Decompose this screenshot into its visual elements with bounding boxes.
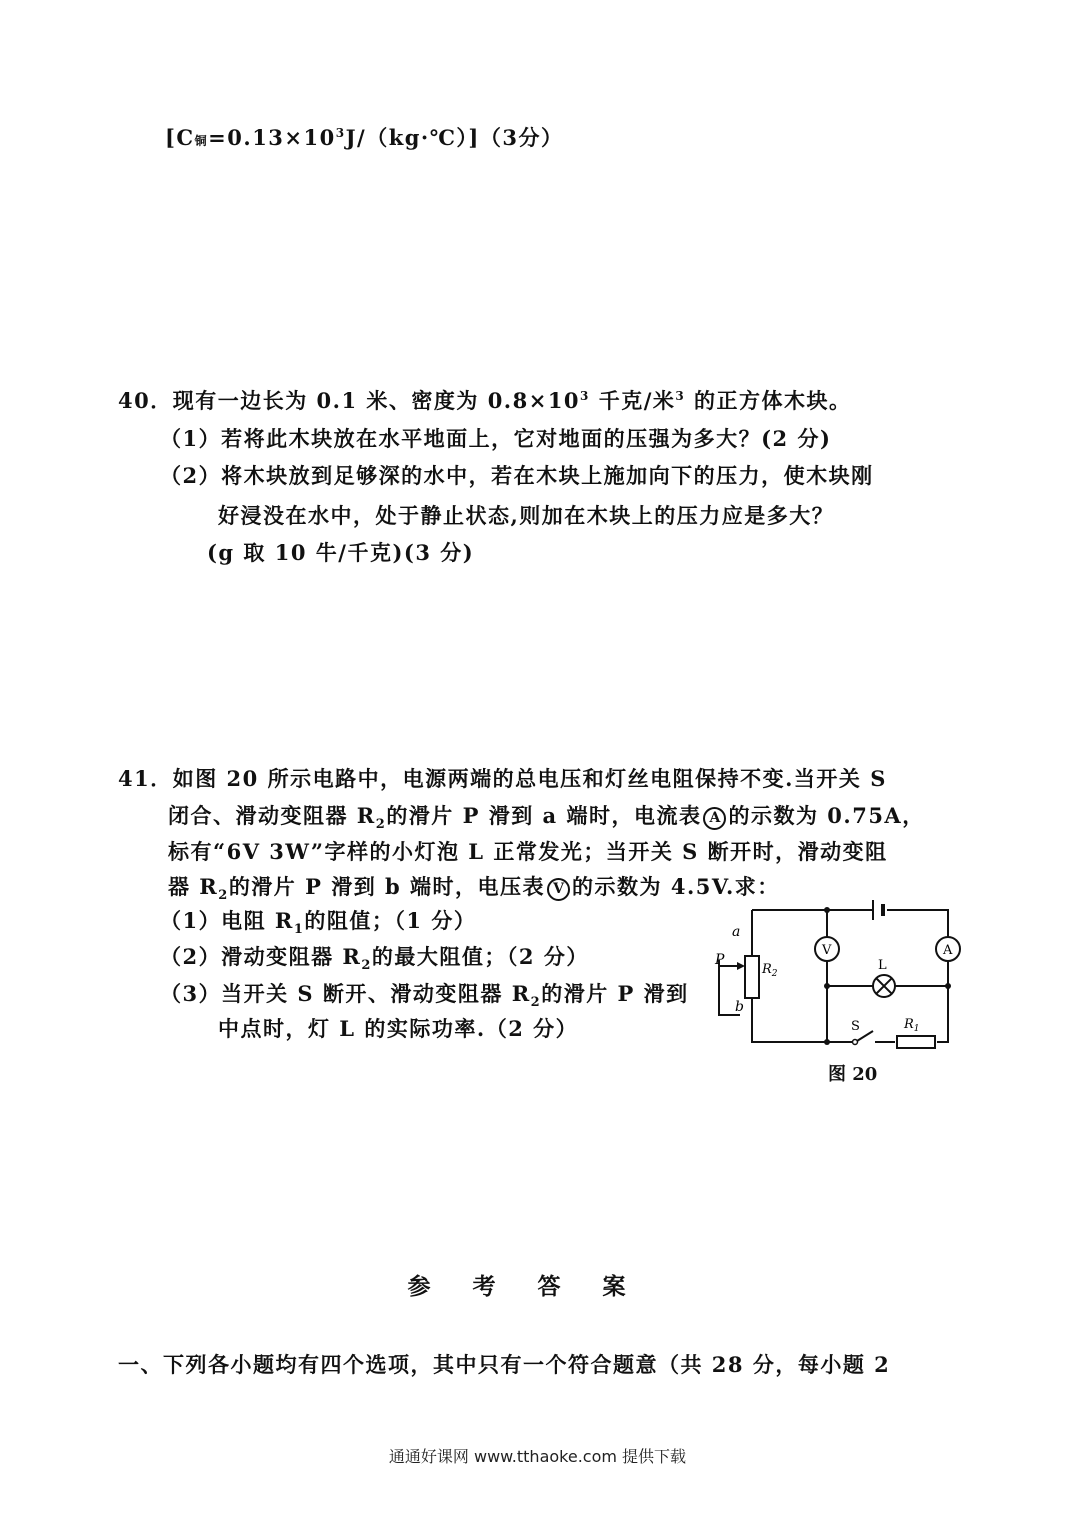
- answer-heading: 参考答案: [407, 1273, 668, 1300]
- q40-part2-line2: 好浸没在水中，处于静止状态,则加在木块上的压力应是多大？: [218, 503, 835, 528]
- q40-part1: （1）若将此木块放在水平地面上，它对地面的压强为多大？(2 分): [160, 426, 832, 451]
- switch-label: S: [851, 1019, 860, 1034]
- q41-sub3-line1: （3）当开关 S 断开、滑动变阻器 $R_2$的滑片 P 滑到: [160, 981, 689, 1011]
- q41-sub1: （1）电阻 $R_1$的阻值；（1 分）: [160, 908, 477, 938]
- rheostat-r2: [745, 956, 759, 998]
- node-lamp-right: [945, 983, 951, 989]
- circuit-diagram: [705, 898, 970, 1058]
- q40-stem: 40．现有一边长为 0.1 米、密度为 $0.8\times 10^3$ 千克/米$^3$ 的正方体木块。: [118, 388, 852, 413]
- node-bottom: [824, 1039, 830, 1045]
- ammeter-label: A: [943, 943, 953, 958]
- q40-part2-line3: (g 取 10 牛/千克)(3 分): [207, 540, 475, 565]
- lamp-label: L: [878, 958, 887, 973]
- q41-line2: 闭合、滑动变阻器 $R_2$的滑片 P 滑到 a 端时，电流表 A 的示数为 0.75A，: [168, 803, 925, 833]
- q41-sub2: （2）滑动变阻器 $R_2$的最大阻值；（2 分）: [160, 944, 589, 974]
- wire-top-right: [887, 910, 948, 938]
- slider-arrowhead: [737, 962, 745, 970]
- q40-part2-line1: （2）将木块放到足够深的水中，若在木块上施加向下的压力，使木块刚: [160, 463, 874, 488]
- label-b: b: [735, 999, 744, 1015]
- label-r2: $R_2$: [762, 962, 778, 979]
- resistor-r1: [897, 1036, 935, 1048]
- q41-line4: 器 $R_2$的滑片 P 滑到 b 端时，电压表 V 的示数为 4.5V.求：: [168, 874, 780, 904]
- label-r1: $R_1$: [904, 1017, 920, 1034]
- node-top: [824, 907, 830, 913]
- ammeter-symbol: A: [703, 807, 726, 830]
- answer-section-1: 一、下列各小题均有四个选项，其中只有一个符合题意（共 28 分，每小题 2: [118, 1352, 891, 1377]
- footer-credit: 通通好课网 www.tthaoke.com 提供下载: [388, 1447, 687, 1466]
- voltmeter-label: V: [822, 943, 832, 958]
- q41-line3: 标有“6V 3W”字样的小灯泡 L 正常发光；当开关 S 断开时，滑动变阻: [168, 839, 888, 864]
- figure-caption: 图 20: [828, 1064, 878, 1085]
- voltmeter-symbol: V: [547, 878, 570, 901]
- specific-heat-formula: [C铜$=0.13\times 10^3J/(kg\cdot℃)](3$分）: [165, 125, 564, 150]
- label-p: P: [715, 952, 725, 968]
- q41-sub3-line2: 中点时，灯 L 的实际功率.（2 分）: [218, 1016, 579, 1041]
- q41-line1: 41．如图 20 所示电路中，电源两端的总电压和灯丝电阻保持不变.当开关 S: [118, 766, 887, 791]
- label-a: a: [732, 924, 741, 940]
- node-lamp-left: [824, 983, 830, 989]
